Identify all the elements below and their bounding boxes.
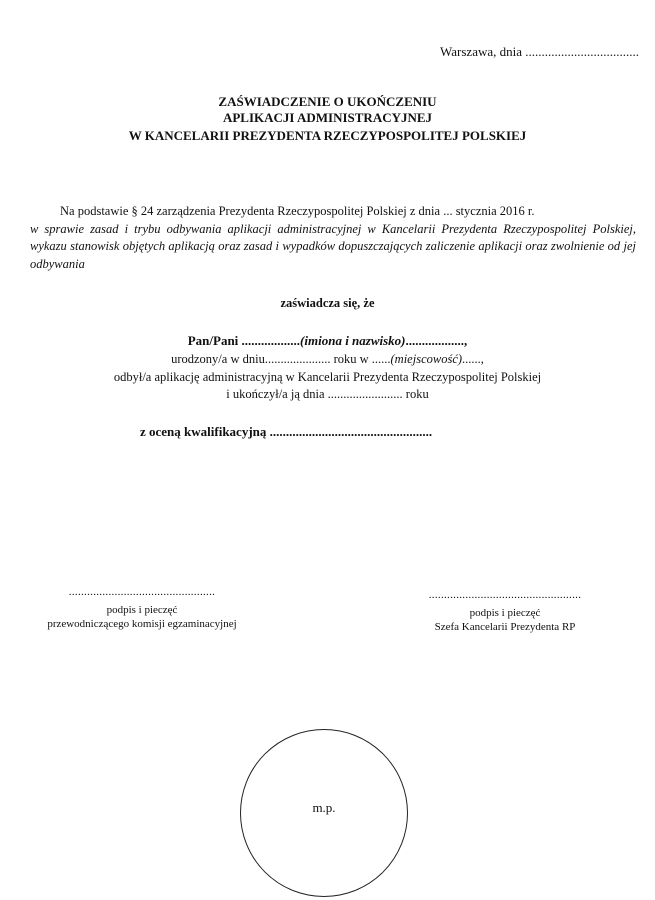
birth-line — [0, 350, 655, 368]
signature-dots: ................................................ — [68, 586, 216, 598]
regulation-title-text: w sprawie zasad i trybu odbywania aplikacji administracyjnej w Kancelarii Prezydenta Rzeczypospolitej Polskiej, wykazu stanowisk objętych aplikacją oraz zasad i wypadków dopuszczających zaliczenie aplikacji oraz zwolnienie od jej odbywania — [30, 221, 636, 271]
birth-prefix: urodzony/a w dniu..................... roku w ...... — [171, 352, 391, 366]
signature-dots: .................................................. — [428, 589, 582, 601]
legal-basis-text: Na podstawie § 24 zarządzenia Prezydenta Rzeczypospolitej Polskiej z dnia ... stycznia 2016 r. — [60, 204, 535, 218]
person-prefix: Pan/Pani .................. — [187, 333, 301, 348]
stamp-label: m.p. — [312, 800, 336, 815]
document-title-line-2: APLIKACJI ADMINISTRACYJNEJ — [222, 110, 433, 125]
finished-line: i ukończył/a ją dnia ........................ roku — [226, 387, 429, 401]
signature-caption: podpis i pieczęć — [469, 607, 541, 619]
signature-role: przewodniczącego komisji egzaminacyjnej — [47, 618, 237, 630]
birth-place-hint: (miejscowość) — [390, 352, 463, 366]
place-date-line: Warszawa, dnia ................................... — [440, 44, 639, 59]
signature-block-chancellery-head — [395, 588, 615, 634]
stamp-circle — [240, 729, 408, 897]
document-title-line-1: ZAŚWIADCZENIE O UKOŃCZENIU — [218, 94, 437, 109]
signature-caption: podpis i pieczęć — [106, 604, 178, 616]
document-title-line-3: W KANCELARII PREZYDENTA RZECZYPOSPOLITEJ POLSKIEJ — [128, 128, 527, 143]
grade-line: z oceną kwalifikacyjną .................................................. — [140, 424, 433, 439]
person-name-line — [0, 333, 655, 349]
signature-role: Szefa Kancelarii Prezydenta RP — [434, 621, 576, 633]
signature-block-commission — [22, 585, 262, 631]
person-suffix: .................., — [405, 333, 468, 348]
regulation-title — [30, 221, 636, 274]
completed-line: odbył/a aplikację administracyjną w Kancelarii Prezydenta Rzeczypospolitej Polskiej — [113, 370, 542, 384]
legal-basis-paragraph — [30, 203, 636, 273]
birth-suffix: ......, — [462, 352, 484, 366]
attests-heading: zaświadcza się, że — [280, 296, 375, 310]
person-name-hint: (imiona i nazwisko) — [300, 333, 406, 348]
